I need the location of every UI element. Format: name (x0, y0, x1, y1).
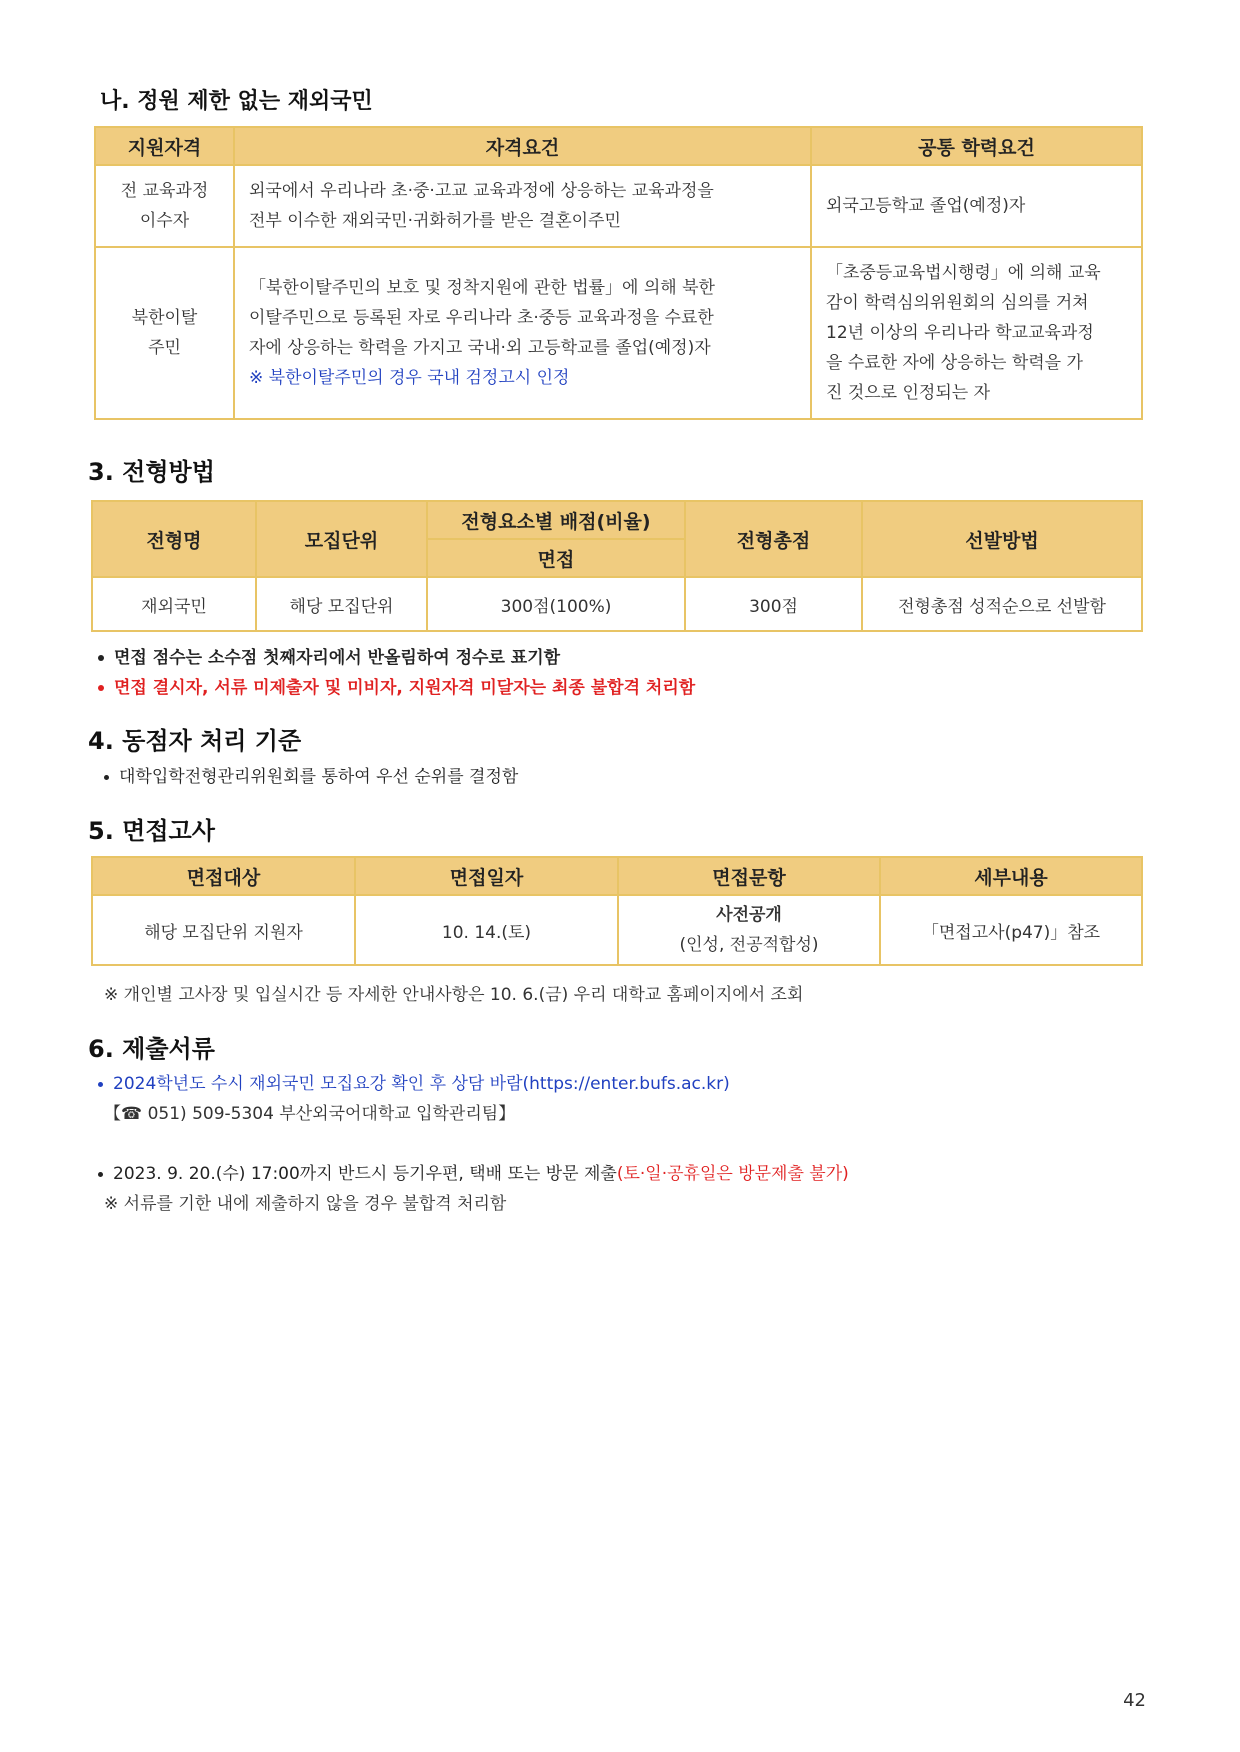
documents-note: ※ 서류를 기한 내에 제출하지 않을 경우 불합격 처리함 (104, 1194, 507, 1214)
cell-interview-item (618, 895, 880, 965)
interview-note: ※ 개인별 고사장 및 입실시간 등 자세한 안내사항은 10. 6.(금) 우리 대학교 홈페이지에서 조회 (104, 985, 804, 1005)
cell-total-score: 300점 (685, 577, 862, 631)
cell-interview-target: 해당 모집단위 지원자 (92, 895, 355, 965)
common-requirement-line: 진 것으로 인정되는 자 (826, 383, 991, 403)
cell-selection-method: 전형총점 성적순으로 선발함 (862, 577, 1142, 631)
cell-interview-detail: 「면접고사(p47)」참조 (880, 895, 1142, 965)
deadline-text: 2023. 9. 20.(수) 17:00까지 반드시 등기우편, 택배 또는 방문 제출 (113, 1164, 617, 1184)
common-requirement-line: 외국고등학교 졸업(예정)자 (826, 196, 1026, 216)
requirement-line: 외국에서 우리나라 초·중·고교 교육과정에 상응하는 교육과정을 (249, 181, 714, 201)
requirement-line: 「북한이탈주민의 보호 및 정착지원에 관한 법률」에 의해 북한 (249, 278, 715, 298)
header-selection-method: 선발방법 (862, 501, 1142, 577)
section-title-selection-method: 3. 전형방법 (88, 458, 215, 486)
common-requirement-cell (811, 247, 1142, 419)
bullet-text: 대학입학전형관리위원회를 통하여 우선 순위를 결정함 (119, 767, 519, 787)
header-score-ratio: 전형요소별 배점(비율) (427, 501, 685, 539)
header-interview-item: 면접문항 (618, 857, 880, 895)
interview-table (91, 856, 1143, 966)
bullet-dot (104, 775, 109, 780)
note-text: 면접 결시자, 서류 미제출자 및 미비자, 지원자격 미달자는 최종 불합격 처리함 (114, 678, 696, 698)
requirement-line: 전부 이수한 재외국민·귀화허가를 받은 결혼이주민 (249, 211, 621, 231)
table-row (95, 165, 1142, 247)
qualification-line: 주민 (148, 338, 181, 358)
note-text: 면접 점수는 소수점 첫째자리에서 반올림하여 정수로 표기함 (114, 648, 561, 668)
bullet-dot (98, 1172, 103, 1177)
cell-interview-date: 10. 14.(토) (355, 895, 618, 965)
requirement-cell (234, 247, 811, 419)
header-interview-date: 면접일자 (355, 857, 618, 895)
cell-interview-score: 300점(100%) (427, 577, 685, 631)
table-row (92, 895, 1142, 965)
interview-item-sub: (인성, 전공적합성) (679, 935, 819, 955)
note-rounding (98, 643, 560, 668)
deadline-warning: (토·일·공휴일은 방문제출 불가) (616, 1164, 849, 1184)
common-requirement-line: 「초중등교육법시행령」에 의해 교육 (826, 263, 1101, 283)
note-disqualification (98, 673, 695, 698)
interview-item-title: 사전공개 (716, 905, 782, 925)
header-interview-detail: 세부내용 (880, 857, 1142, 895)
requirement-line: 이탈주민으로 등록된 자로 우리나라 초·중등 교육과정을 수료한 (249, 308, 714, 328)
qualification-cell (95, 247, 234, 419)
common-requirement-line: 을 수료한 자에 상응하는 학력을 가 (826, 353, 1083, 373)
eligibility-table (94, 126, 1143, 420)
header-common-education: 공통 학력요건 (811, 127, 1142, 165)
header-total-score: 전형총점 (685, 501, 862, 577)
header-interview-target: 면접대상 (92, 857, 355, 895)
common-requirement-line: 12년 이상의 우리나라 학교교육과정 (826, 323, 1094, 343)
section-title-documents: 6. 제출서류 (88, 1035, 215, 1063)
page-number: 42 (1123, 1690, 1146, 1711)
tie-break-bullet (104, 762, 518, 787)
qualification-line: 전 교육과정 (120, 181, 209, 201)
header-interview: 면접 (427, 539, 685, 577)
table-row (95, 247, 1142, 419)
section-title-tie-break: 4. 동점자 처리 기준 (88, 727, 302, 755)
qualification-line: 이수자 (139, 211, 190, 231)
bullet-text: 2024학년도 수시 재외국민 모집요강 확인 후 상담 바람(https://enter.bufs.ac.kr) (113, 1074, 730, 1094)
header-requirements: 자격요건 (234, 127, 811, 165)
header-qualification: 지원자격 (95, 127, 234, 165)
requirement-note: ※ 북한이탈주민의 경우 국내 검정고시 인정 (249, 368, 570, 388)
selection-method-table (91, 500, 1143, 632)
documents-guide-bullet (98, 1069, 730, 1094)
qualification-line: 북한이탈 (131, 308, 198, 328)
common-requirement-line: 감이 학력심의위원회의 심의를 거쳐 (826, 293, 1089, 313)
table-row (92, 577, 1142, 631)
bullet-dot (98, 1082, 103, 1087)
deadline-bullet (98, 1159, 849, 1184)
requirement-line: 자에 상응하는 학력을 가지고 국내·외 고등학교를 졸업(예정)자 (249, 338, 711, 358)
section-title-interview: 5. 면접고사 (88, 817, 215, 845)
header-selection-name: 전형명 (92, 501, 256, 577)
cell-recruit-unit: 해당 모집단위 (256, 577, 427, 631)
common-requirement-cell (811, 165, 1142, 247)
section-title-na: 나. 정원 제한 없는 재외국민 (100, 89, 373, 114)
bullet-dot (98, 685, 104, 691)
header-recruit-unit: 모집단위 (256, 501, 427, 577)
cell-selection-name: 재외국민 (92, 577, 256, 631)
requirement-cell (234, 165, 811, 247)
qualification-cell (95, 165, 234, 247)
bullet-dot (98, 655, 104, 661)
contact-info: 【☎ 051) 509-5304 부산외국어대학교 입학관리팀】 (104, 1104, 516, 1124)
